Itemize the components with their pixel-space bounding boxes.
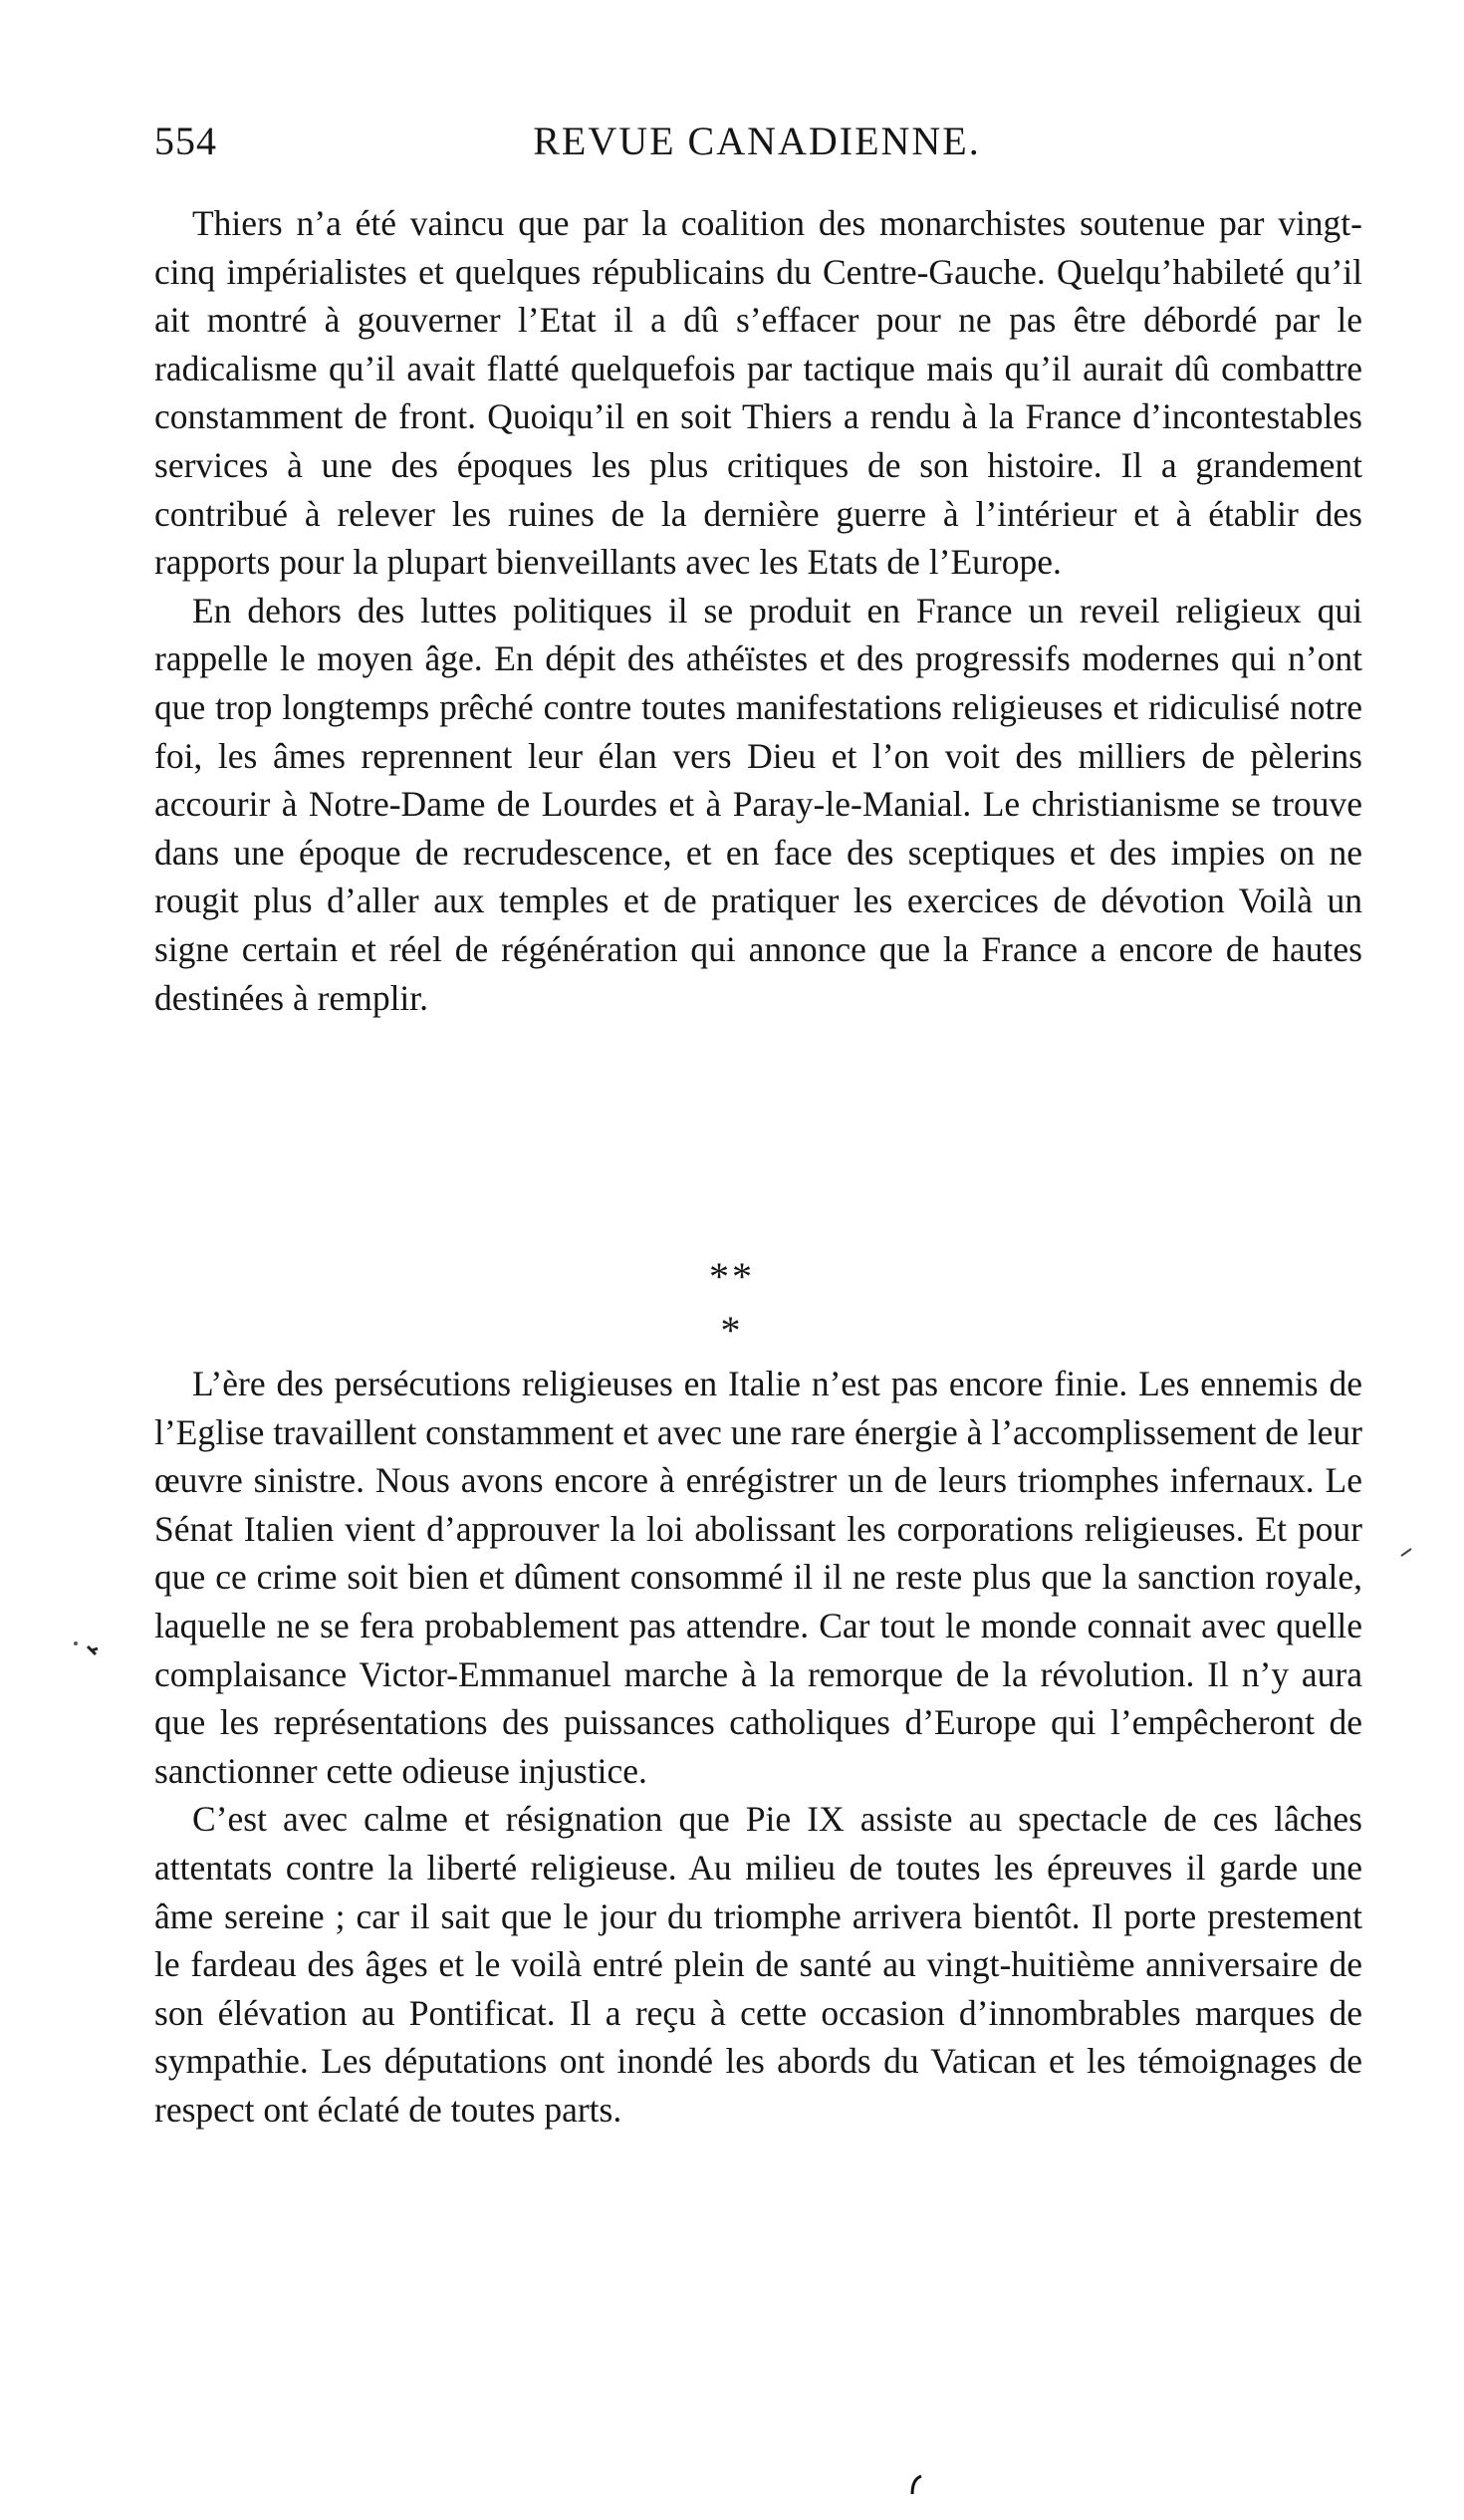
paragraph: En dehors des luttes politiques il se produit en France un reveil religieux qui rappelle le moyen âge. En dépit des athéïstes et des progressifs modernes qui n’ont que trop longtemps prêché contre toutes manifestations religieuses et ridiculisé notre foi, les âmes reprennent leur élan vers Dieu et l’on voit des milliers de pèlerins accourir à Notre-Dame de Lourdes et à Paray-le-Manial. Le christianisme se trouve dans une époque de recrudescence, et en face des sceptiques et des impies on ne rougit plus d’aller aux temples et de pratiquer les exercices de dévotion Voilà un signe certain et réel de régénération qui annonce que la France a encore de hautes destinées à remplir. <box>154 590 1362 1018</box>
section-separator-asterism <box>0 1254 1464 1353</box>
print-speck-mark <box>72 1638 102 1660</box>
print-speck-mark <box>906 2470 924 2496</box>
asterism-top: ** <box>709 1254 755 1299</box>
paragraph: Thiers n’a été vaincu que par la coalition des monarchistes soutenue par vingt-cinq impérialistes et quelques républicains du Centre-Gauche. Quelqu’habileté qu’il ait montré à gouverner l’Etat il a dû s’effacer pour ne pas être débordé par le radicalisme qu’il avait flatté quelquefois par tactique mais qu’il aurait dû combattre constamment de front. Quoiqu’il en soit Thiers a rendu à la France d’incontestables services à une des époques les plus critiques de son histoire. Il a grandement contribué à relever les ruines de la dernière guerre à l’intérieur et à établir des rapports pour la plupart bienveillants avec les Etats de l’Europe. <box>154 203 1362 583</box>
paragraph: L’ère des persécutions religieuses en Italie n’est pas encore finie. Les ennemis de l’Eglise travaillent constamment et avec une rare énergie à l’accomplissement de leur œuvre sinistre. Nous avons encore à enrégistrer un de leurs triomphes infernaux. Le Sénat Italien vient d’approuver la loi abolissant les corporations religieuses. Et pour que ce crime soit bien et dûment consommé il il ne reste plus que la sanction royale, laquelle ne se fera probablement pas attendre. Car tout le monde connait avec quelle complaisance Victor-Emmanuel marche à la remorque de la révolution. Il n’y aura que les représentations des puissances catholiques d’Europe qui l’empêcheront de sanctionner cette odieuse injustice. <box>154 1364 1362 1791</box>
section-thiers-and-france <box>154 199 1362 1022</box>
page-header <box>154 118 1359 187</box>
print-speck-mark <box>1399 1546 1415 1558</box>
page-number: 554 <box>154 119 217 163</box>
section-italy-and-pius-ix <box>154 1360 1362 2135</box>
asterism-bottom: * <box>720 1308 744 1353</box>
paragraph: C’est avec calme et résignation que Pie IX assiste au spectacle de ces lâches attentats contre la liberté religieuse. Au milieu de toutes les épreuves il garde une âme sereine ; car il sait que le jour du triomphe arrivera bientôt. Il porte prestement le fardeau des âges et le voilà entré plein de santé au vingt-huitième anniversaire de son élévation au Pontificat. Il a reçu à cette occasion d’innombrables marques de sympathie. Les députations ont inondé les abords du Vatican et les témoignages de respect ont éclaté de toutes parts. <box>154 1799 1362 2130</box>
running-title: REVUE CANADIENNE. <box>533 119 981 163</box>
